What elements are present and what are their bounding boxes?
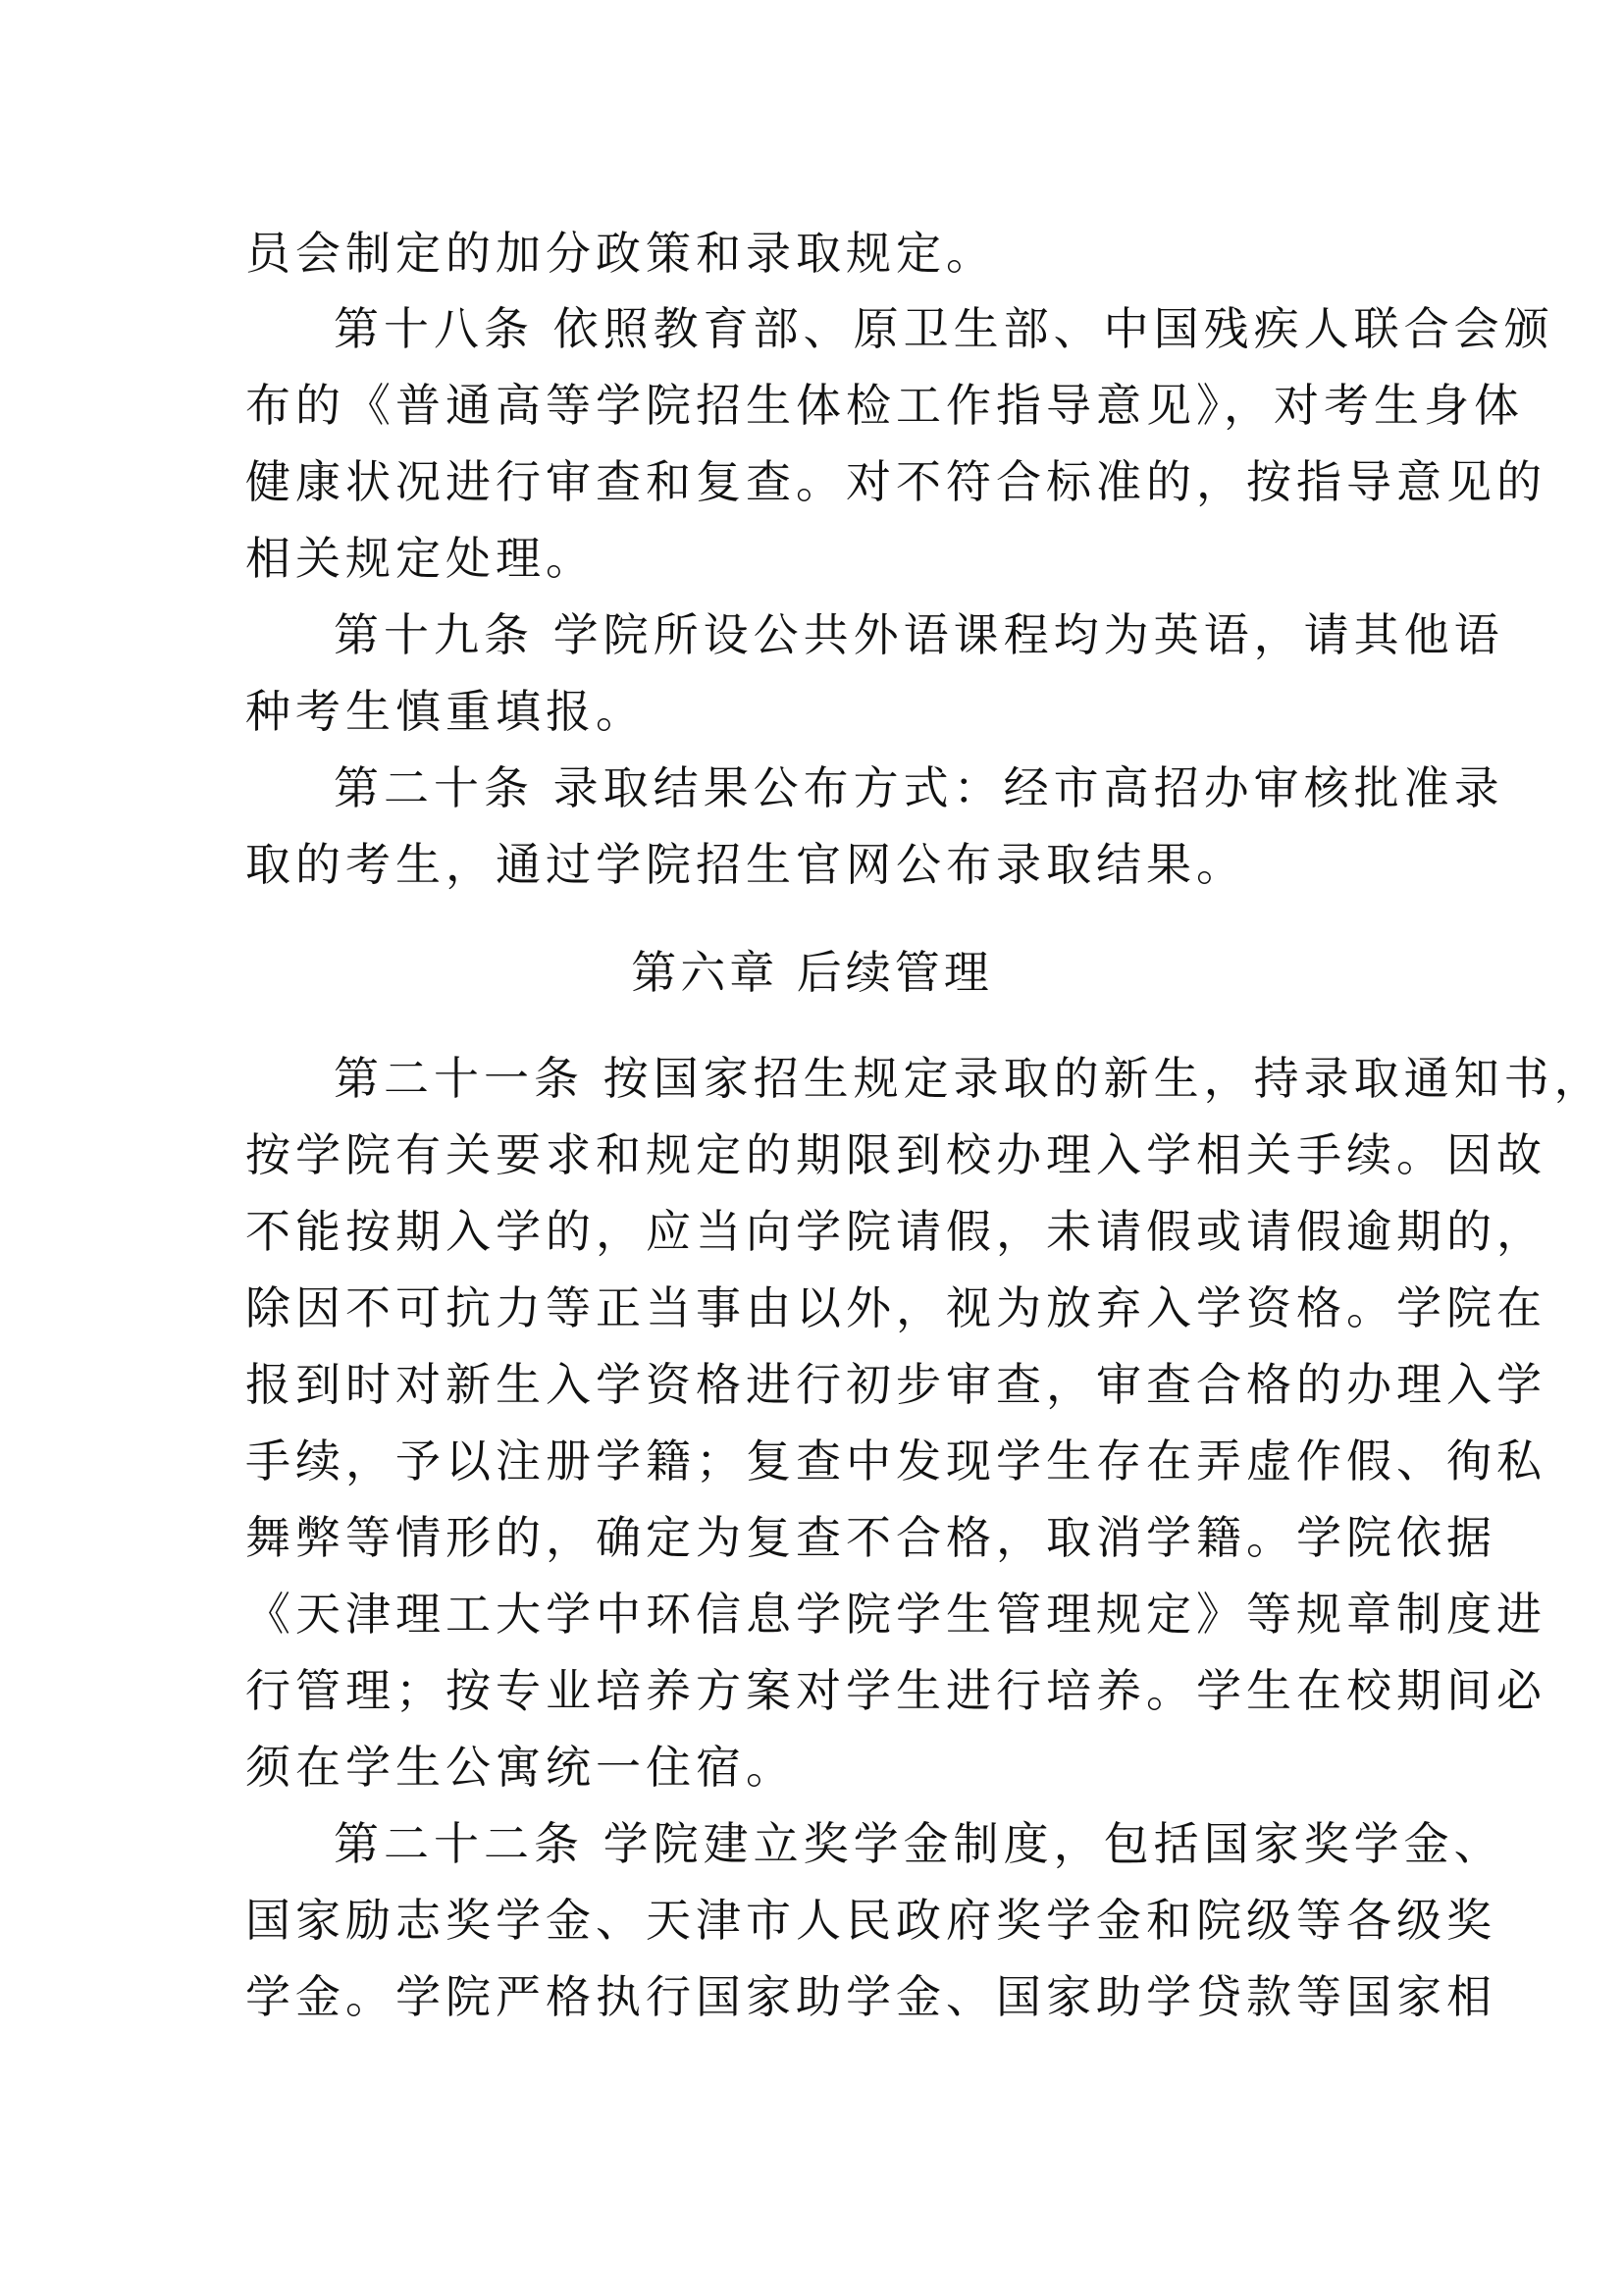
text-line: 手续，予以注册学籍；复查中发现学生存在弄虚作假、徇私: [245, 1434, 1546, 1487]
text-line: 布的《普通高等学院招生体检工作指导意见》，对考生身体: [245, 379, 1524, 432]
text-line: 须在学生公寓统一住宿。: [245, 1741, 796, 1794]
text-line: 报到时对新生入学资格进行初步审查，审查合格的办理入学: [245, 1358, 1546, 1411]
article-19-line: 第十九条 学院所设公共外语课程均为英语，请其他语: [334, 608, 1504, 661]
article-22-line: 第二十二条 学院建立奖学金制度，包括国家奖学金、: [334, 1817, 1504, 1870]
text-line: 国家励志奖学金、天津市人民政府奖学金和院级等各级奖: [245, 1894, 1496, 1947]
text-line: 不能按期入学的，应当向学院请假，未请假或请假逾期的，: [245, 1205, 1546, 1258]
article-21-line: 第二十一条 按国家招生规定录取的新生，持录取通知书，: [334, 1052, 1604, 1105]
text-line: 健康状况进行审查和复查。对不符合标准的，按指导意见的: [245, 455, 1546, 508]
text-line: 员会制定的加分政策和录取规定。: [245, 227, 996, 280]
article-18-line: 第十八条 依照教育部、原卫生部、中国残疾人联合会颁: [334, 302, 1554, 355]
text-line: 《天津理工大学中环信息学院学生管理规定》等规章制度进: [245, 1588, 1546, 1641]
text-line: 相关规定处理。: [245, 532, 596, 585]
text-line: 学金。学院严格执行国家助学金、国家助学贷款等国家相: [245, 1970, 1496, 2023]
article-20-line: 第二十条 录取结果公布方式：经市高招办审核批准录: [334, 761, 1504, 814]
text-line: 除因不可抗力等正当事由以外，视为放弃入学资格。学院在: [245, 1281, 1546, 1334]
text-line: 舞弊等情形的，确定为复查不合格，取消学籍。学院依据: [245, 1511, 1496, 1564]
text-line: 种考生慎重填报。: [245, 685, 646, 738]
text-line: 按学院有关要求和规定的期限到校办理入学相关手续。因故: [245, 1128, 1546, 1181]
text-line: 行管理；按专业培养方案对学生进行培养。学生在校期间必: [245, 1664, 1546, 1717]
text-line: 取的考生，通过学院招生官网公布录取结果。: [245, 838, 1246, 891]
chapter-heading: 第六章 后续管理: [631, 946, 993, 999]
